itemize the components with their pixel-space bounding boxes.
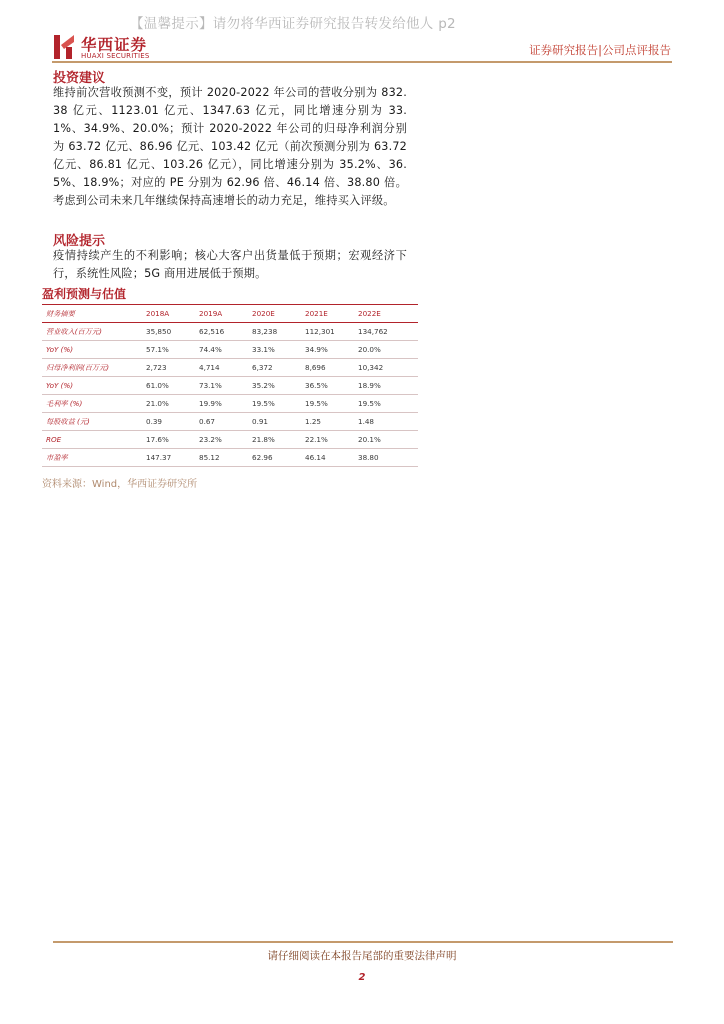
table-cell: 0.67 [195,413,248,431]
table-cell: 19.5% [248,395,301,413]
table-cell: 36.5% [301,377,354,395]
table-row [42,341,418,359]
row-label: 毛利率 (%) [42,395,142,413]
table-cell: 85.12 [195,449,248,467]
row-label: YoY (%) [42,377,142,395]
legal-notice: 请仔细阅读在本报告尾部的重要法律声明 [267,950,457,962]
table-cell: 20.1% [354,431,418,449]
row-label: 营业收入(百万元) [42,323,142,341]
header-cell: 2019A [195,305,248,323]
table-cell: 21.0% [142,395,195,413]
table-row [42,377,418,395]
investment-text: 维持前次营收预测不变，预计 2020-2022 年公司的营收分别为 832.38 亿元、1123.01 亿元、1347.63 亿元，同比增速分别为 33.1%、34.9%、20.0%；预计 2020-2022 年公司的归母净利润分别为 63.72 亿元、86.96 亿元、103.42 亿元（前次预测分别为 63.72 亿元、86.81 亿元、103.26 亿元），同比增速分别为 35.2%、36.5%、18.9%；对应的 PE 分别为 62.96 倍、46.14 倍、38.80 倍。考虑到公司未来几年继续保持高速增长的动力充足，维持买入评级。 [53,86,407,207]
table-cell: 0.39 [142,413,195,431]
table-cell: 18.9% [354,377,418,395]
table-header-row [42,305,418,323]
table-cell: 0.91 [248,413,301,431]
header-divider [52,61,672,63]
table-cell: 2,723 [142,359,195,377]
table-cell: 21.8% [248,431,301,449]
footer-divider [53,941,673,943]
table-row [42,323,418,341]
table-cell: 83,238 [248,323,301,341]
table-row [42,359,418,377]
table-cell: 1.25 [301,413,354,431]
table-cell: 73.1% [195,377,248,395]
row-label: 每股收益 (元) [42,413,142,431]
table-cell: 57.1% [142,341,195,359]
table-cell: 147.37 [142,449,195,467]
risk-text: 疫情持续产生的不利影响；核心大客户出货量低于预期；宏观经济下行，系统性风险；5G 商用进展低于预期。 [53,249,407,280]
table-row [42,395,418,413]
table-cell: 10,342 [354,359,418,377]
table-cell: 38.80 [354,449,418,467]
header-cell: 2022E [354,305,418,323]
page-number: 2 [358,972,366,983]
table-row [42,449,418,467]
header-cell: 2021E [301,305,354,323]
logo-name-cn: 华西证券 [81,36,148,54]
table-cell: 35.2% [248,377,301,395]
financial-forecast-table [42,304,418,467]
table-cell: 17.6% [142,431,195,449]
table-cell: 22.1% [301,431,354,449]
table-cell: 20.0% [354,341,418,359]
table-cell: 19.5% [354,395,418,413]
huaxi-logo-icon [52,33,76,61]
table-cell: 34.9% [301,341,354,359]
table-cell: 62,516 [195,323,248,341]
table-cell: 23.2% [195,431,248,449]
watermark-notice: 【温馨提示】请勿将华西证券研究报告转发给他人 p2 [130,16,456,32]
table-cell: 19.5% [301,395,354,413]
table-title: 盈利预测与估值 [42,287,127,301]
huaxi-logo [52,33,162,63]
table-cell: 46.14 [301,449,354,467]
table-cell: 4,714 [195,359,248,377]
investment-title: 投资建议 [53,71,106,86]
row-label: YoY (%) [42,341,142,359]
table-row [42,413,418,431]
table-cell: 19.9% [195,395,248,413]
table-cell: 6,372 [248,359,301,377]
table-cell: 62.96 [248,449,301,467]
risk-title: 风险提示 [53,234,106,249]
table-cell: 112,301 [301,323,354,341]
header-cell: 2020E [248,305,301,323]
logo-name-en: HUAXI SECURITIES [81,52,150,60]
report-type-label: 证券研究报告|公司点评报告 [529,43,671,57]
table-cell: 8,696 [301,359,354,377]
row-label: 归母净利润(百万元) [42,359,142,377]
table-source-note: 资料来源：Wind，华西证券研究所 [42,479,198,490]
table-cell: 74.4% [195,341,248,359]
table-cell: 1.48 [354,413,418,431]
row-label: ROE [42,431,142,449]
header-cell: 财务摘要 [42,305,142,323]
table-cell: 33.1% [248,341,301,359]
header-cell: 2018A [142,305,195,323]
row-label: 市盈率 [42,449,142,467]
table-row [42,431,418,449]
table-cell: 61.0% [142,377,195,395]
table-cell: 35,850 [142,323,195,341]
table-cell: 134,762 [354,323,418,341]
